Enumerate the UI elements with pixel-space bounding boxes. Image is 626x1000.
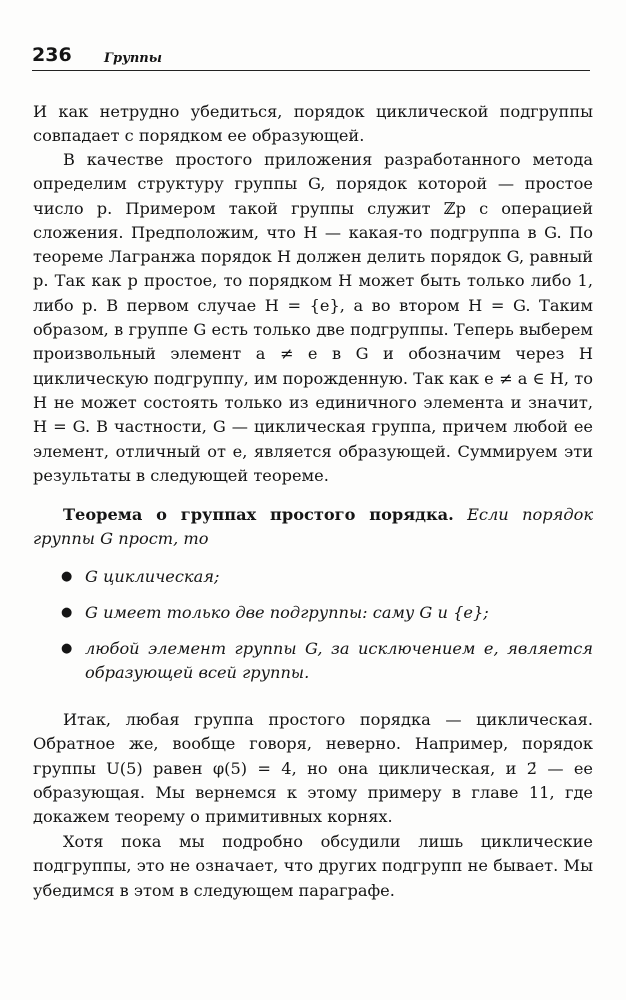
theorem-paragraph	[33, 503, 593, 552]
list-item	[33, 637, 593, 686]
list-item	[33, 565, 593, 589]
paragraph-outlook	[33, 830, 593, 903]
paragraph-intro	[33, 100, 593, 149]
bullet-icon: ●	[61, 605, 73, 620]
page-header	[32, 44, 590, 71]
theorem	[33, 503, 593, 552]
page-number: 236	[32, 44, 72, 66]
list-item-text: G имеет только две подгруппы: саму G и {e};	[85, 603, 489, 622]
paragraph-conclusion	[33, 708, 593, 829]
running-title: Группы	[104, 51, 162, 66]
bullet-icon: ●	[61, 641, 73, 656]
list-item-text: G циклическая;	[85, 567, 220, 586]
paragraph-text: В качестве простого приложения разработанного метода определим структуру группы G, порядок которой — простое число p. Примером такой группы служит ℤp с операцией сложения. Предположим, что H — какая-то подгруппа в G. По теореме Лагранжа порядок H должен делить порядок G, равный p. Так как p простое, то порядком H может быть только либо 1, либо p. В первом случае H = {e}, а во втором H = G. Таким образом, в группе G есть только две подгруппы. Теперь выберем произвольный элемент a ≠ e в G и обозначим через H циклическую подгруппу, им порожденную. Так как e ≠ a ∈ H, то H не может состоять только из единичного элемента и значит, H = G. В частности, G — циклическая группа, причем любой ее элемент, отличный от e, является образующей. Суммируем эти результаты в следующей теореме.	[33, 150, 593, 485]
paragraph-text: Итак, любая группа простого порядка — циклическая. Обратное же, вообще говоря, неверно. Например, порядок группы U(5) равен φ(5) = 4, но она циклическая, и 2̄ — ее образующая. Мы вернемся к этому примеру в главе 11, где докажем теорему о примитивных корнях.	[33, 710, 593, 827]
bullet-icon: ●	[61, 569, 73, 584]
list-item	[33, 601, 593, 625]
paragraph-method	[33, 148, 593, 488]
theorem-statement: Если порядок группы G прост, то	[33, 505, 593, 549]
list-item-text: любой элемент группы G, за исключением e, является образующей всей группы.	[85, 639, 593, 683]
paragraph-text: И как нетрудно убедиться, порядок циклической подгруппы совпадает с порядком ее образующей.	[33, 102, 593, 146]
paragraph-text: Хотя пока мы подробно обсудили лишь циклические подгруппы, это не означает, что других подгрупп не бывает. Мы убедимся в этом в следующем параграфе.	[33, 832, 593, 900]
theorem-heading: Теорема о группах простого порядка.	[63, 505, 454, 524]
